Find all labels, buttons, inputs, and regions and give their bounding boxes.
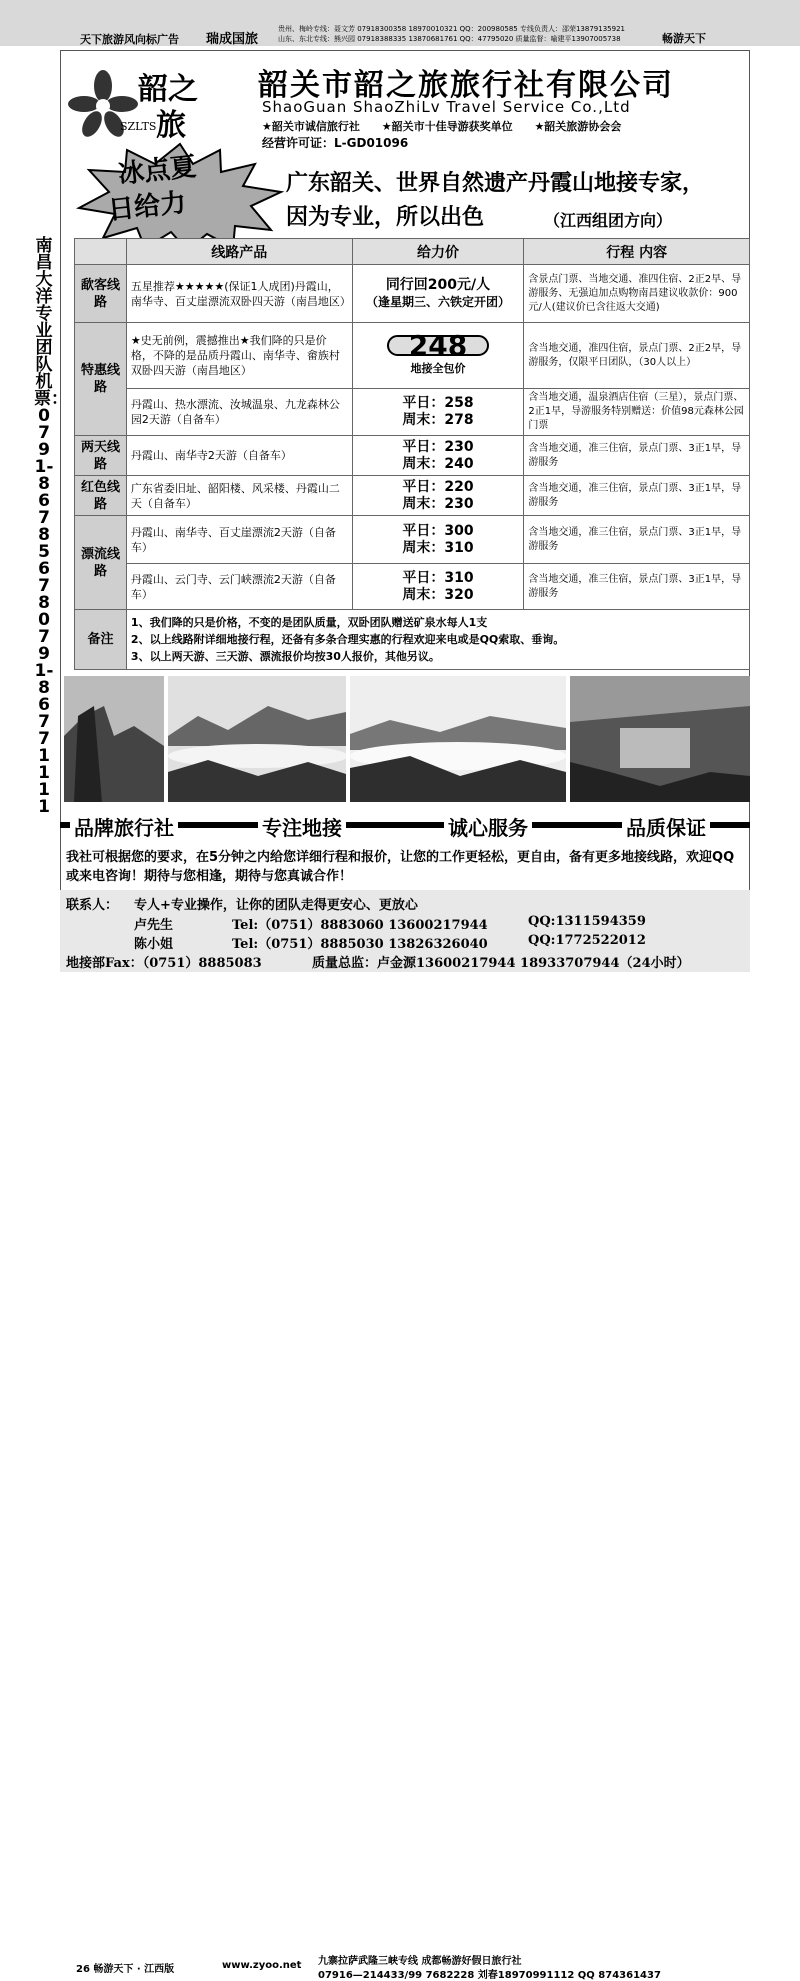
promo-text: 日给力 xyxy=(106,187,188,226)
slogan-line: 因为专业，所以出色 xyxy=(286,205,485,230)
slogan-line: （江西组团方向） xyxy=(544,211,673,230)
flower-logo-icon xyxy=(68,66,138,146)
carved-rock-photo xyxy=(570,676,750,802)
row-category: 特惠线路 xyxy=(75,323,127,436)
row-price xyxy=(352,323,524,389)
notes-content xyxy=(126,610,749,670)
top-info xyxy=(278,24,658,44)
row-itinerary: 含当地交通，准三住宿，景点门票、3正1早，导游服务 xyxy=(524,516,750,564)
notes-label: 备注 xyxy=(75,610,127,670)
price-line: 周末：320 xyxy=(402,586,474,603)
page-number: 26 畅游天下 · 江西版 xyxy=(76,1964,175,1975)
table-row xyxy=(75,436,750,476)
table-row xyxy=(75,265,750,323)
row-itinerary: 含当地交通，温泉酒店住宿（三星），景点门票、2正1早，导游服务特别赠送：价值98元森林公园门票 xyxy=(524,389,750,436)
row-route: 丹霞山、南华寺、百丈崖漂流2天游（自备车） xyxy=(126,516,352,564)
table-row xyxy=(75,323,750,389)
price-line: 周末：278 xyxy=(402,412,474,428)
promo-text: 冰点夏 xyxy=(116,151,198,190)
mountain-mist-photo xyxy=(168,676,346,802)
contact-qq: QQ:1311594359 xyxy=(528,914,646,929)
row-category: 红色线路 xyxy=(75,476,127,516)
honor-item: ★韶关市十佳导游获奖单位 xyxy=(381,120,513,133)
price-line: 平日：220 xyxy=(402,478,474,495)
price-line: 平日：310 xyxy=(402,569,474,586)
table-row xyxy=(75,564,750,610)
tagline-item: 诚心服务 xyxy=(444,812,532,841)
row-route: 丹霞山、云门寺、云门峡漂流2天游（自备车） xyxy=(126,564,352,610)
note-line: 2、以上线路附详细地接行程，还备有多条合理实惠的行程欢迎来电或是QQ索取、垂询。 xyxy=(130,633,565,646)
top-info-line: 贵州、梅岭专线：聂文芳 07918300358 18970010321 QQ：200980585 专线负责人：邵荣13879135921 xyxy=(278,25,625,33)
company-english-name: ShaoGuan ShaoZhiLv Travel Service Co.,Ltd xyxy=(262,98,631,116)
table-header xyxy=(75,239,127,265)
row-price xyxy=(352,265,524,323)
top-right-label: 畅游天下 xyxy=(662,32,706,45)
contacts-label: 联系人： xyxy=(66,898,119,913)
price-line: 平日：258 xyxy=(402,395,474,411)
footer-url[interactable]: www.zyoo.net xyxy=(222,1960,302,1971)
row-category: 两天线路 xyxy=(75,436,127,476)
valley-clouds-photo xyxy=(350,676,566,802)
price-line: 周末：240 xyxy=(402,455,474,472)
table-header: 线路产品 xyxy=(126,239,352,265)
row-price xyxy=(352,476,524,516)
intro-paragraph: 我社可根据您的要求，在5分钟之内给您详细行程和报价，让您的工作更轻松，更自由，备有更多地接线路，欢迎QQ或来电咨询！期待与您相逢，期待与您真诚合作！ xyxy=(66,850,735,884)
contacts-intro: 专人+专业操作，让你的团队走得更安心、更放心 xyxy=(134,898,418,913)
price-line: 地接全包价 xyxy=(410,361,466,375)
routes-table xyxy=(74,238,750,670)
logo-text: 旅 xyxy=(156,108,186,143)
price-line: 平日：230 xyxy=(402,438,474,455)
row-itinerary: 含当地交通，准三住宿，景点门票、3正1早，导游服务 xyxy=(524,564,750,610)
row-itinerary: 含当地交通，准四住宿，景点门票、2正2早，导游服务，仅限平日团队，（30人以上） xyxy=(524,323,750,389)
row-route: ★史无前例，震撼推出★我们降的只是价格，不降的是品质丹霞山、南华寺、畲族村双卧四天游（南昌地区） xyxy=(126,323,352,389)
top-info-line: 山东、东北专线：熊兴园 07918388335 13870681761 QQ：47795020 质量监督：喻建平13907005738 xyxy=(278,35,621,43)
logo-text: 韶之 xyxy=(138,72,198,107)
price-line: 同行回200元/人 xyxy=(385,276,491,293)
row-price xyxy=(352,516,524,564)
table-header: 行程 内容 xyxy=(524,239,750,265)
quality-director-line: 质量总监：卢金源13600217944 18933707944（24小时） xyxy=(312,956,690,971)
top-left-label: 天下旅游风向标广告 xyxy=(80,33,179,46)
page-footer xyxy=(0,974,800,1981)
row-route: 五星推荐★★★★★(保证1人成团)丹霞山，南华寺、百丈崖漂流双卧四天游（南昌地区） xyxy=(126,265,352,323)
table-row xyxy=(75,389,750,436)
side-phone-text: 南昌大洋专业团队机票：0791-86785678 0791-86771111 xyxy=(34,236,68,817)
row-itinerary: 含当地交通，准三住宿，景点门票、3正1早，导游服务 xyxy=(524,476,750,516)
table-row xyxy=(75,516,750,564)
contact-tel: Tel:（0751）8883060 13600217944 xyxy=(232,918,488,933)
note-line: 1、我们降的只是价格，不变的是团队质量，双卧团队赠送矿泉水每人1支 xyxy=(130,616,488,629)
tagline-item: 专注地接 xyxy=(258,812,346,841)
contact-tel: Tel:（0751）8885030 13826326040 xyxy=(232,937,488,952)
price-line: 周末：310 xyxy=(402,539,474,556)
table-header: 给力价 xyxy=(352,239,524,265)
honors-line xyxy=(262,118,639,134)
contact-name: 陈小姐 xyxy=(134,937,174,952)
tagline-item: 品质保证 xyxy=(622,812,710,841)
row-price xyxy=(352,389,524,436)
license-number: 经营许可证：L-GD01096 xyxy=(262,136,409,150)
row-itinerary: 含景点门票、当地交通、准四住宿、2正2早、导游服务、无强迫加点购物南昌建议收款价：900元/人(建议价已含往返大交通) xyxy=(524,265,750,323)
contact-qq: QQ:1772522012 xyxy=(528,933,646,948)
table-row xyxy=(75,476,750,516)
row-route: 丹霞山、南华寺2天游（自备车） xyxy=(126,436,352,476)
logo-abbr: SZLTS xyxy=(120,120,157,133)
notes-row xyxy=(75,610,750,670)
table-header-row xyxy=(75,239,750,265)
top-ad-band xyxy=(0,0,800,46)
price-line: 周末：230 xyxy=(402,495,474,512)
row-category: 漂流线路 xyxy=(75,516,127,610)
row-route: 广东省委旧址、韶阳楼、风采楼、丹霞山二天（自备车） xyxy=(126,476,352,516)
row-price xyxy=(352,436,524,476)
row-category: 歃客线路 xyxy=(75,265,127,323)
honor-item: ★韶关旅游协会会 xyxy=(534,120,622,133)
tagline-item: 品牌旅行社 xyxy=(70,812,178,841)
fax-line: 地接部Fax：（0751）8885083 xyxy=(66,956,262,971)
price-line: 平日：300 xyxy=(402,522,474,539)
footer-ad-line: 07916—214433/99 7682228 刘春18970991112 QQ 874361437 xyxy=(318,1970,661,1981)
danxia-rock-photo xyxy=(64,676,164,802)
company-logo xyxy=(68,60,248,146)
row-price xyxy=(352,564,524,610)
company-name: 韶关市韶之旅旅行社有限公司 xyxy=(258,68,674,103)
footer-ad-line: 九寨拉萨武隆三峡专线 成都畅游好假日旅行社 xyxy=(318,1956,522,1967)
row-route: 丹霞山、热水漂流、汝城温泉、九龙森林公园2天游（自备车） xyxy=(126,389,352,436)
row-itinerary: 含当地交通，准三住宿，景点门票、3正1早，导游服务 xyxy=(524,436,750,476)
price-badge: 248 xyxy=(387,335,489,356)
slogan-line: 广东韶关、世界自然遗产丹霞山地接专家， xyxy=(286,171,705,196)
honor-item: ★韶关市诚信旅行社 xyxy=(262,120,360,133)
price-line: （逢星期三、六铁定开团） xyxy=(365,294,510,309)
top-brand: 瑞成国旅 xyxy=(206,32,259,47)
contact-name: 卢先生 xyxy=(134,918,174,933)
note-line: 3、以上两天游、三天游、漂流报价均按30人报价，其他另议。 xyxy=(130,650,440,663)
